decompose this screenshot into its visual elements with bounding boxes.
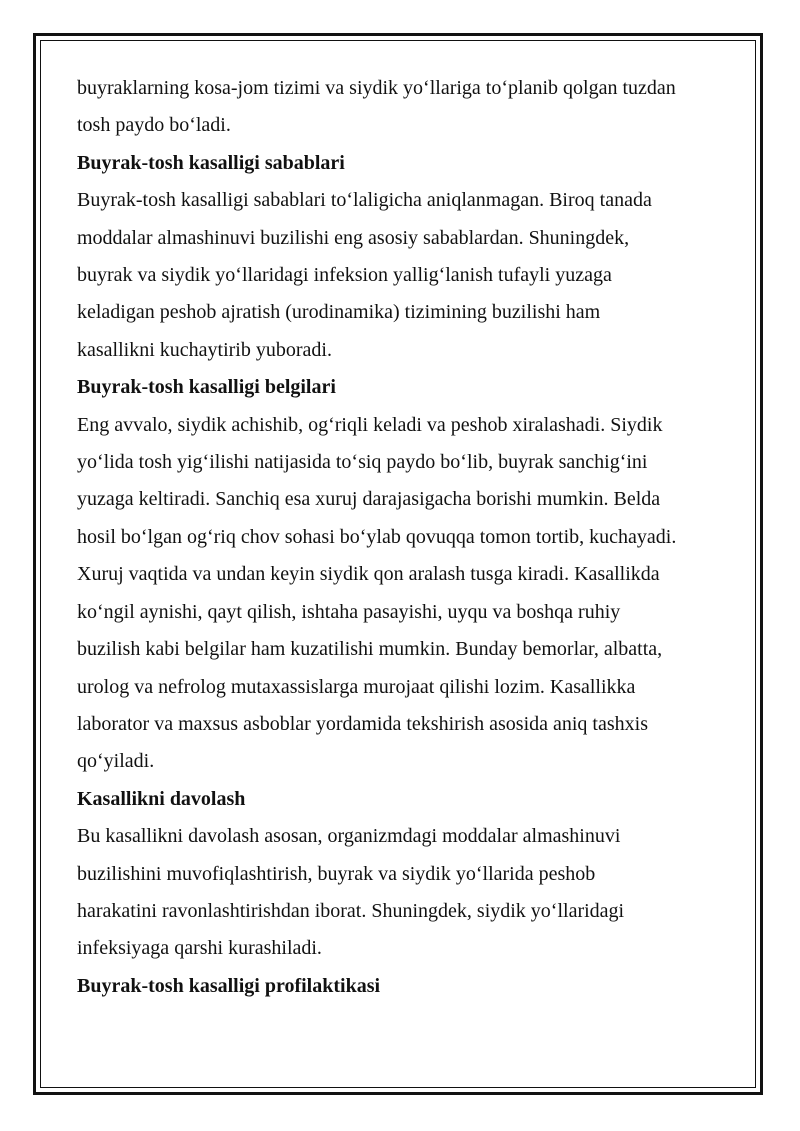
document-body <box>77 70 737 1005</box>
paragraph-line: buyrak va siydik yo‘llaridagi infeksion yallig‘lanish tufayli yuzaga <box>77 264 612 287</box>
paragraph-line: kasallikni kuchaytirib yuboradi. <box>77 338 332 361</box>
paragraph-line: Bu kasallikni davolash asosan, organizmdagi moddalar almashinuvi <box>77 825 621 848</box>
paragraph-line: yo‘lida tosh yig‘ilishi natijasida to‘siq paydo bo‘lib, buyrak sanchig‘ini <box>77 451 648 474</box>
paragraph-line: buyraklarning kosa-jom tizimi va siydik yo‘llariga to‘planib qolgan tuzdan <box>77 77 676 99</box>
paragraph-line: infeksiyaga qarshi kurashiladi. <box>77 937 322 960</box>
paragraph-line: yuzaga keltiradi. Sanchiq esa xuruj darajasigacha borishi mumkin. Belda <box>77 488 661 511</box>
paragraph-line: buzilishini muvofiqlashtirish, buyrak va siydik yo‘llarida peshob <box>77 862 596 885</box>
section-heading-treatment: Kasallikni davolash <box>77 787 246 810</box>
paragraph-line: Eng avvalo, siydik achishib, og‘riqli keladi va peshob xiralashadi. Siydik <box>77 413 663 436</box>
section-heading-causes: Buyrak-tosh kasalligi sabablari <box>77 151 345 174</box>
paragraph-line: hosil bo‘lgan og‘riq chov sohasi bo‘ylab qovuqqa tomon tortib, kuchayadi. <box>77 525 677 548</box>
paragraph-line: laborator va maxsus asboblar yordamida tekshirish asosida aniq tashxis <box>77 712 648 735</box>
paragraph-line: buzilish kabi belgilar ham kuzatilishi mumkin. Bunday bemorlar, albatta, <box>77 638 663 661</box>
paragraph-line: harakatini ravonlashtirishdan iborat. Shuningdek, siydik yo‘llaridagi <box>77 899 625 922</box>
paragraph-line: moddalar almashinuvi buzilishi eng asosiy sabablardan. Shuningdek, <box>77 226 630 249</box>
paragraph-line: Buyrak-tosh kasalligi sabablari to‘laligicha aniqlanmagan. Biroq tanada <box>77 189 652 212</box>
section-heading-symptoms: Buyrak-tosh kasalligi belgilari <box>77 376 336 399</box>
paragraph-line: ko‘ngil aynishi, qayt qilish, ishtaha pasayishi, uyqu va boshqa ruhiy <box>77 600 621 623</box>
paragraph-line: Xuruj vaqtida va undan keyin siydik qon aralash tusga kiradi. Kasallikda <box>77 563 660 586</box>
paragraph-line: qo‘yiladi. <box>77 750 155 773</box>
section-heading-prevention: Buyrak-tosh kasalligi profilaktikasi <box>77 974 381 997</box>
paragraph-line: keladigan peshob ajratish (urodinamika) tizimining buzilishi ham <box>77 301 601 324</box>
paragraph-line: tosh paydo bo‘ladi. <box>77 114 231 137</box>
paragraph-line: urolog va nefrolog mutaxassislarga murojaat qilishi lozim. Kasallikka <box>77 675 636 698</box>
